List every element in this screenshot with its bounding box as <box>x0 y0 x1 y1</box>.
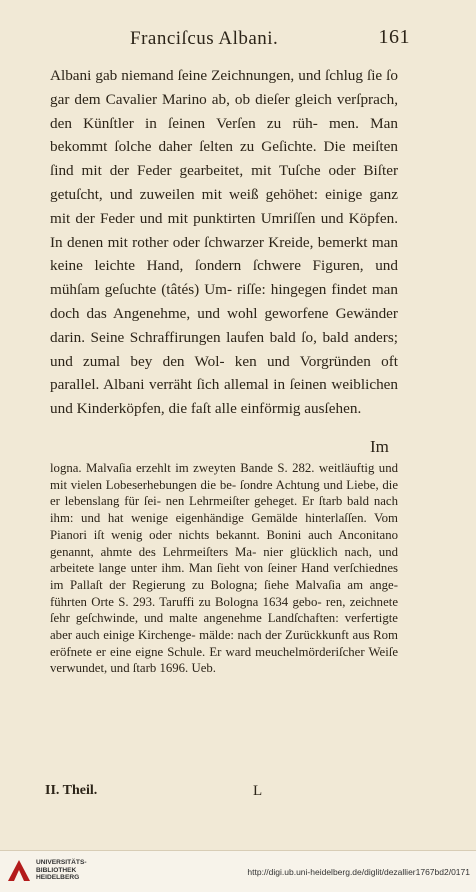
library-logo-icon <box>6 857 32 883</box>
main-paragraph: Albani gab niemand ſeine Zeichnungen, und ſchlug ſie ſo gar dem Cavalier Marino ab, ob dieſer gleich verſprach, den Künſtler in ſeinen Verſen zu rüh- men. Man bekommt ſolche daher ſelten zu Geſichte. Die meiſten ſind mit der Feder gearbeitet, mit Tuſche oder Biſter getuſcht, und zuweilen mit weiß gehöhet: einige ganz mit der Feder und mit punktirten Umriſſen und Köpfen. In denen mit rother oder ſchwarzer Kreide, bemerkt man keine leichte Hand, ſondern ſchwere Figuren, und mühſam geſuchte (tâtés) Um- riſſe: hingegen findet man doch das Angenehme, und wohl geworfene Gewänder darin. Seine Schraffirungen laufen bald ſo, bald anders; und zumal bey den Wol- ken und Vorgründen oft parallel. Albani verräht ſich allemal in ſeinen weiblichen und Kinderköpfen, die faſt alle einförmig ausſehen. <box>50 67 398 418</box>
signature-line: II. Theil. <box>45 783 98 798</box>
footnote <box>50 460 398 677</box>
source-url[interactable]: http://digi.ub.uni-heidelberg.de/diglit/dezallier1767bd2/0171 <box>247 867 470 877</box>
running-title: Franciſcus Albani. <box>130 28 279 49</box>
digitization-footer <box>0 850 476 892</box>
institution-name: UNIVERSITÄTS- BIBLIOTHEK HEIDELBERG <box>36 859 87 882</box>
page-number: 161 <box>378 26 410 48</box>
main-text <box>50 64 398 421</box>
running-header <box>130 22 410 56</box>
catchword: Im <box>370 437 389 456</box>
footnote-text: logna. Malvaſia erzehlt im zweyten Bande S. 282. weitläuftig und mit vielen Lobeserhebungen die be- ſondre Achtung und Liebe, die er lebenslang für ſei- nen Lehrmeiſter geheget. Er ſtarb bald nach ihm: und hat wenige eigenhändige Gemälde hinterlaſſen. Vom Pianori iſt wenig oder nichts bekannt. Bonini auch Anconitano genannt, ahmte des Lehrmeiſters Ma- nier glücklich nach, und arbeitete lange unter ihm. Man ſieht von ſeiner Hand verſchiednes im Pallaſt der Regierung zu Bologna; ſiehe Malvaſia am ange- führten Orte S. 293. Taruffi zu Bologna 1634 gebo- ren, zeichnete ſehr geſchwinde, und malte angenehme Landſchaften: verfertigte aber auch einige Kirchenge- mälde: nach der Zurückkunft aus Rom eröfnete er eine eigne Schule. Er ward meuchelmörderiſcher Weiſe verwundet, und ſtarb 1696. Ueb. <box>50 461 398 676</box>
signature-mark: L <box>253 783 263 799</box>
